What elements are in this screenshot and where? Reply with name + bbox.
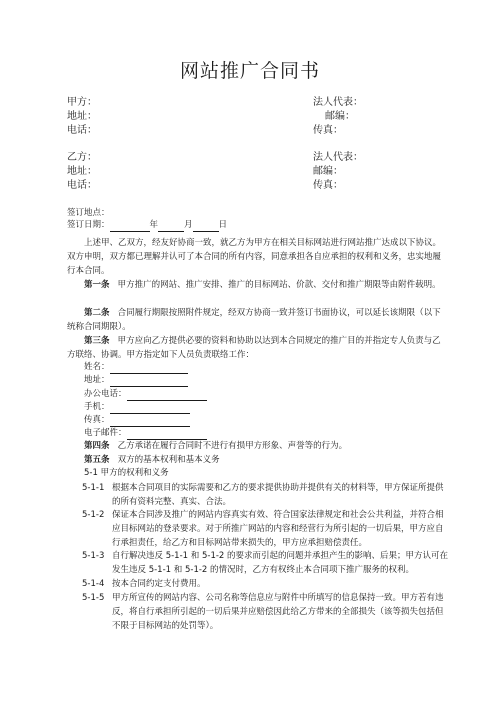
month-label: 月	[184, 220, 193, 230]
month-blank	[158, 221, 184, 232]
day-label: 日	[218, 220, 228, 230]
article-1-label: 第一条	[84, 280, 110, 290]
party-a-zip-label: 邮编：	[325, 111, 355, 122]
sign-place-label: 签订地点：	[67, 208, 110, 218]
clause-number: 5-1-5	[82, 593, 105, 603]
contact-address-blank	[110, 376, 188, 387]
party-b-name-label: 乙方：	[67, 152, 97, 163]
section-5-1-heading: 5-1 甲方的权利和义务	[84, 468, 169, 478]
clause-5-1-5	[82, 591, 450, 633]
intro-paragraph: 上述甲、乙双方，经友好协商一致，就乙方为甲方在相关目标网站进行网站推广达成以下协议。双方申明，双方都已理解并认可了本合同的所有内容，同意承担各自应承担的权利和义务，忠实地履行本合同。	[67, 238, 442, 276]
contact-mobile-field	[84, 401, 190, 414]
contact-email-field	[84, 427, 207, 440]
party-a-rep-label: 法人代表：	[313, 97, 363, 108]
sign-date-label: 签订日期：	[67, 220, 110, 230]
year-blank	[110, 221, 150, 232]
day-blank	[193, 221, 219, 232]
article-3-label: 第三条	[84, 336, 110, 346]
contact-email-label: 电子邮件：	[84, 428, 127, 438]
contact-address-label: 地址：	[84, 375, 110, 385]
party-a-phone-label: 电话：	[67, 125, 97, 136]
party-b-rep-label: 法人代表：	[313, 152, 363, 163]
clause-number: 5-1-2	[82, 510, 105, 520]
contact-mobile-label: 手机：	[84, 402, 110, 412]
contact-name-field	[84, 361, 188, 374]
article-1-text: 甲方推广的网站、推广安排、推广的目标网站、价款、交付和推广期限等由附件载明。	[117, 280, 441, 290]
contact-mobile-blank	[110, 403, 190, 414]
contact-name-label: 姓名：	[84, 362, 110, 372]
contact-address-field	[84, 374, 188, 387]
contact-name-blank	[110, 363, 188, 374]
clause-number: 5-1-3	[82, 551, 105, 561]
article-1	[67, 278, 447, 292]
year-label: 年	[149, 220, 159, 230]
contact-office-phone-label: 办公电话：	[84, 389, 127, 399]
article-2-text: 合同履行期限按照附件规定，经双方协商一致并签订书面协议，可以延长该期限（以下统称合同期限）。	[67, 308, 441, 332]
clause-text: 自行解决违反 5-1-1 和 5-1-2 的要求而引起的问题并承担产生的影响、后果；甲方认可在发生违反 5-1-1 和 5-1-2 的情况时，乙方有权终止本合同项下推广服务的权利。	[112, 551, 449, 575]
clause-text: 甲方所宣传的网站内容、公司名称等信息应与附件中所填写的信息保持一致。甲方若有违反，将自行承担所引起的一切后果并应赔偿因此给乙方带来的全部损失（该等损失包括但不限于目标网站的处罚等）。	[112, 593, 444, 631]
party-a-address-label: 地址：	[67, 111, 97, 122]
contact-fax-field	[84, 414, 190, 427]
party-a-fax-label: 传真：	[313, 125, 343, 136]
party-b-fax-label: 传真：	[313, 180, 343, 191]
clause-5-1-4	[82, 577, 450, 591]
contact-fax-blank	[110, 416, 190, 427]
sign-date-line	[67, 219, 227, 232]
article-4-label: 第四条	[84, 441, 110, 451]
party-b-zip-label: 邮编：	[313, 166, 343, 177]
article-3-text: 甲方应向乙方提供必要的资料和协助以达到本合同规定的推广目的并指定专人负责与乙方联络、协调。甲方指定如下人员负责联络工作：	[67, 336, 441, 360]
article-4-text: 乙方承诺在履行合同时不进行有损甲方形象、声誉等的行为。	[117, 441, 348, 451]
clause-number: 5-1-1	[82, 483, 105, 493]
contact-office-phone-blank	[127, 390, 207, 401]
article-2	[67, 306, 447, 334]
party-a-name-label: 甲方：	[67, 97, 97, 108]
contact-email-blank	[127, 429, 207, 440]
clause-text: 根据本合同项目的实际需要和乙方的要求提供协助并提供有关的材料等，甲方保证所提供的所有资料完整、真实、合法。	[112, 483, 444, 507]
article-4	[84, 440, 347, 453]
document-title: 网站推广合同书	[179, 60, 320, 82]
party-b-address-label: 地址：	[67, 166, 97, 177]
clause-text: 按本合同约定支付费用。	[112, 579, 206, 589]
clause-text: 保证本合同涉及推广的网站内容真实有效、符合国家法律规定和社会公共利益，并符合相应目标网站的登录要求。对于所推广网站的内容和经营行为所引起的一切后果，甲方应自行承担责任，给乙方和目标网站带来损失的，甲方应承担赔偿责任。	[112, 510, 444, 548]
article-5	[84, 454, 220, 467]
clause-5-1-2	[82, 508, 450, 550]
clause-5-1-3	[82, 549, 450, 577]
contact-fax-label: 传真：	[84, 415, 110, 425]
article-5-label: 第五条	[84, 455, 110, 465]
article-3	[67, 334, 447, 362]
contact-office-phone-field	[84, 388, 207, 401]
party-b-phone-label: 电话：	[67, 180, 97, 191]
clause-5-1-1	[82, 481, 450, 509]
clause-number: 5-1-4	[82, 579, 105, 589]
article-5-text: 双方的基本权利和基本义务	[117, 455, 220, 465]
article-2-label: 第二条	[84, 308, 110, 318]
